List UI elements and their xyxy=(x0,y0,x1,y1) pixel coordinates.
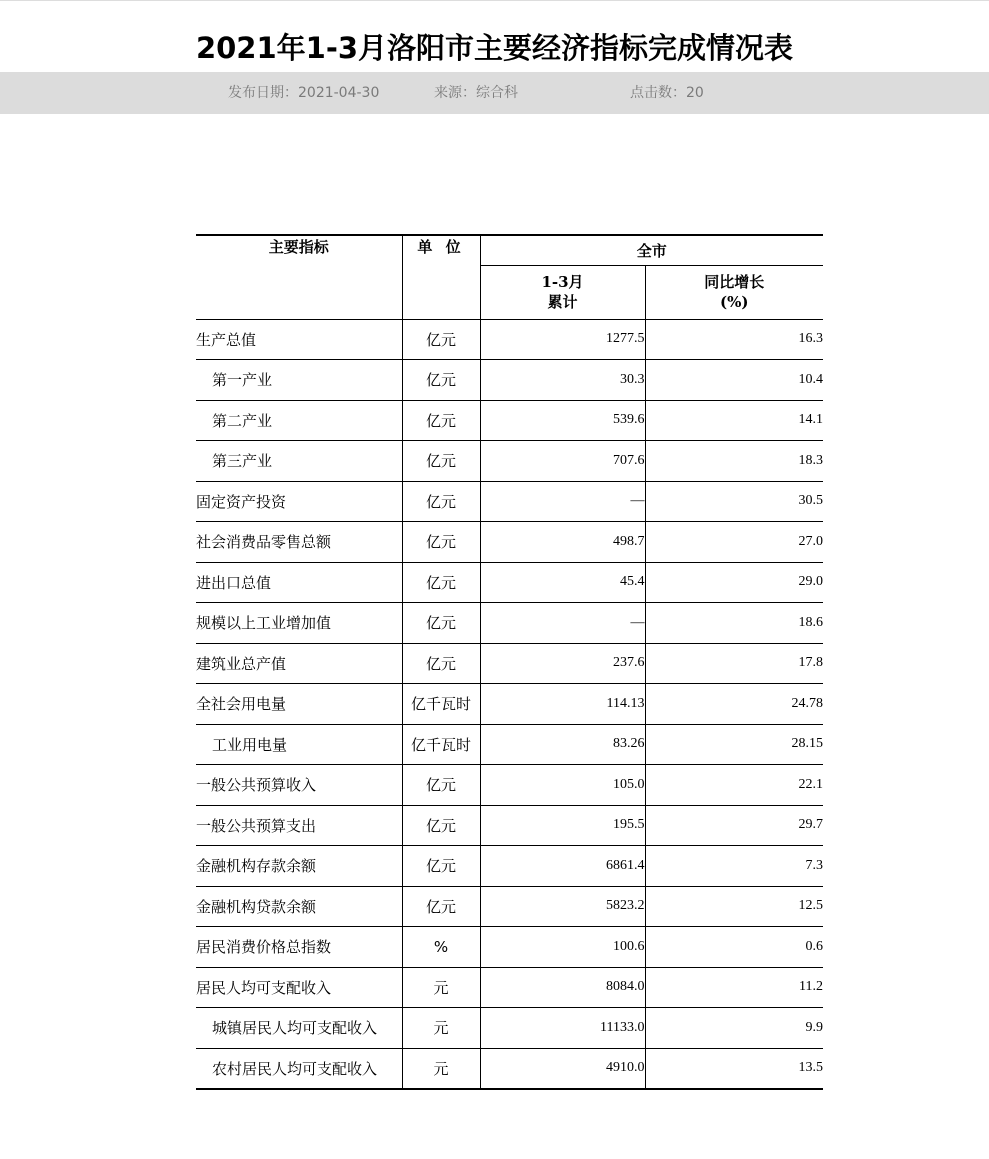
row-cumulative: 1277.5 xyxy=(480,319,645,360)
table-row xyxy=(196,1008,823,1049)
table-row xyxy=(196,360,823,401)
table-row xyxy=(196,724,823,765)
row-cumulative: 8084.0 xyxy=(480,967,645,1008)
top-border xyxy=(0,0,989,1)
row-unit: 亿元 xyxy=(402,481,480,522)
row-growth: 11.2 xyxy=(645,967,823,1008)
row-cumulative: 4910.0 xyxy=(480,1048,645,1089)
row-growth: 29.0 xyxy=(645,562,823,603)
table-row xyxy=(196,846,823,887)
row-indicator: 全社会用电量 xyxy=(196,684,402,725)
table-row xyxy=(196,684,823,725)
row-cumulative: 11133.0 xyxy=(480,1008,645,1049)
header-city: 全市 xyxy=(480,235,823,265)
row-indicator: 规模以上工业增加值 xyxy=(196,603,402,644)
row-unit: % xyxy=(402,927,480,968)
table-row xyxy=(196,967,823,1008)
row-cumulative: 83.26 xyxy=(480,724,645,765)
row-cumulative: 100.6 xyxy=(480,927,645,968)
source-label: 来源：综合科 xyxy=(434,85,518,101)
table-row xyxy=(196,886,823,927)
row-growth: 18.6 xyxy=(645,603,823,644)
table-row xyxy=(196,1048,823,1089)
table-row xyxy=(196,765,823,806)
table-row xyxy=(196,481,823,522)
row-growth: 28.15 xyxy=(645,724,823,765)
row-indicator: 金融机构存款余额 xyxy=(196,846,402,887)
page-title: 2021年1-3月洛阳市主要经济指标完成情况表 xyxy=(195,31,794,65)
row-indicator: 固定资产投资 xyxy=(196,481,402,522)
table-row xyxy=(196,562,823,603)
row-unit: 亿元 xyxy=(402,400,480,441)
row-cumulative: 6861.4 xyxy=(480,846,645,887)
row-growth: 22.1 xyxy=(645,765,823,806)
row-growth: 14.1 xyxy=(645,400,823,441)
row-unit: 亿元 xyxy=(402,643,480,684)
header-growth-unit: (%) xyxy=(720,293,749,311)
table-row xyxy=(196,603,823,644)
row-growth: 16.3 xyxy=(645,319,823,360)
row-indicator: 居民消费价格总指数 xyxy=(196,927,402,968)
row-unit: 亿元 xyxy=(402,441,480,482)
row-growth: 9.9 xyxy=(645,1008,823,1049)
header-cumulative-label: 累计 xyxy=(547,293,578,311)
row-cumulative: 539.6 xyxy=(480,400,645,441)
row-cumulative: 114.13 xyxy=(480,684,645,725)
table-row xyxy=(196,522,823,563)
row-cumulative: — xyxy=(480,603,645,644)
indicators-table xyxy=(196,234,823,1090)
row-unit: 亿千瓦时 xyxy=(402,684,480,725)
row-growth: 24.78 xyxy=(645,684,823,725)
row-unit: 元 xyxy=(402,1048,480,1089)
row-unit: 亿元 xyxy=(402,765,480,806)
row-growth: 12.5 xyxy=(645,886,823,927)
row-indicator: 一般公共预算收入 xyxy=(196,765,402,806)
row-cumulative: 195.5 xyxy=(480,805,645,846)
row-cumulative: — xyxy=(480,481,645,522)
row-cumulative: 5823.2 xyxy=(480,886,645,927)
row-growth: 0.6 xyxy=(645,927,823,968)
table-row xyxy=(196,319,823,360)
row-indicator: 第三产业 xyxy=(196,441,402,482)
row-indicator: 第二产业 xyxy=(196,400,402,441)
row-unit: 亿元 xyxy=(402,522,480,563)
row-cumulative: 498.7 xyxy=(480,522,645,563)
header-unit: 单 位 xyxy=(402,235,480,319)
row-unit: 亿元 xyxy=(402,886,480,927)
row-indicator: 社会消费品零售总额 xyxy=(196,522,402,563)
table-row xyxy=(196,400,823,441)
row-growth: 17.8 xyxy=(645,643,823,684)
row-indicator: 一般公共预算支出 xyxy=(196,805,402,846)
row-indicator: 第一产业 xyxy=(196,360,402,401)
table-row xyxy=(196,805,823,846)
header-indicator: 主要指标 xyxy=(196,235,402,319)
row-unit: 亿元 xyxy=(402,360,480,401)
row-unit: 元 xyxy=(402,1008,480,1049)
table-row xyxy=(196,927,823,968)
article-meta-bar xyxy=(0,72,989,114)
row-indicator: 进出口总值 xyxy=(196,562,402,603)
table-row xyxy=(196,643,823,684)
row-indicator: 农村居民人均可支配收入 xyxy=(196,1048,402,1089)
publish-date: 发布日期：2021-04-30 xyxy=(228,85,380,101)
header-growth-label: 同比增长 xyxy=(704,273,765,291)
row-growth: 30.5 xyxy=(645,481,823,522)
header-growth xyxy=(645,265,823,319)
row-unit: 亿元 xyxy=(402,805,480,846)
row-indicator: 居民人均可支配收入 xyxy=(196,967,402,1008)
row-indicator: 工业用电量 xyxy=(196,724,402,765)
row-growth: 18.3 xyxy=(645,441,823,482)
row-cumulative: 105.0 xyxy=(480,765,645,806)
row-indicator: 建筑业总产值 xyxy=(196,643,402,684)
row-cumulative: 707.6 xyxy=(480,441,645,482)
row-indicator: 金融机构贷款余额 xyxy=(196,886,402,927)
row-indicator: 城镇居民人均可支配收入 xyxy=(196,1008,402,1049)
row-unit: 元 xyxy=(402,967,480,1008)
table-row xyxy=(196,441,823,482)
row-growth: 13.5 xyxy=(645,1048,823,1089)
row-growth: 27.0 xyxy=(645,522,823,563)
row-indicator: 生产总值 xyxy=(196,319,402,360)
row-growth: 7.3 xyxy=(645,846,823,887)
row-unit: 亿元 xyxy=(402,562,480,603)
row-cumulative: 30.3 xyxy=(480,360,645,401)
row-growth: 10.4 xyxy=(645,360,823,401)
row-cumulative: 45.4 xyxy=(480,562,645,603)
header-cumulative-period: 1-3月 xyxy=(541,273,584,291)
header-cumulative xyxy=(480,265,645,319)
click-count: 点击数：20 xyxy=(630,85,704,101)
row-unit: 亿元 xyxy=(402,603,480,644)
row-growth: 29.7 xyxy=(645,805,823,846)
row-unit: 亿千瓦时 xyxy=(402,724,480,765)
row-unit: 亿元 xyxy=(402,846,480,887)
row-unit: 亿元 xyxy=(402,319,480,360)
table-header-row xyxy=(196,235,823,265)
row-cumulative: 237.6 xyxy=(480,643,645,684)
